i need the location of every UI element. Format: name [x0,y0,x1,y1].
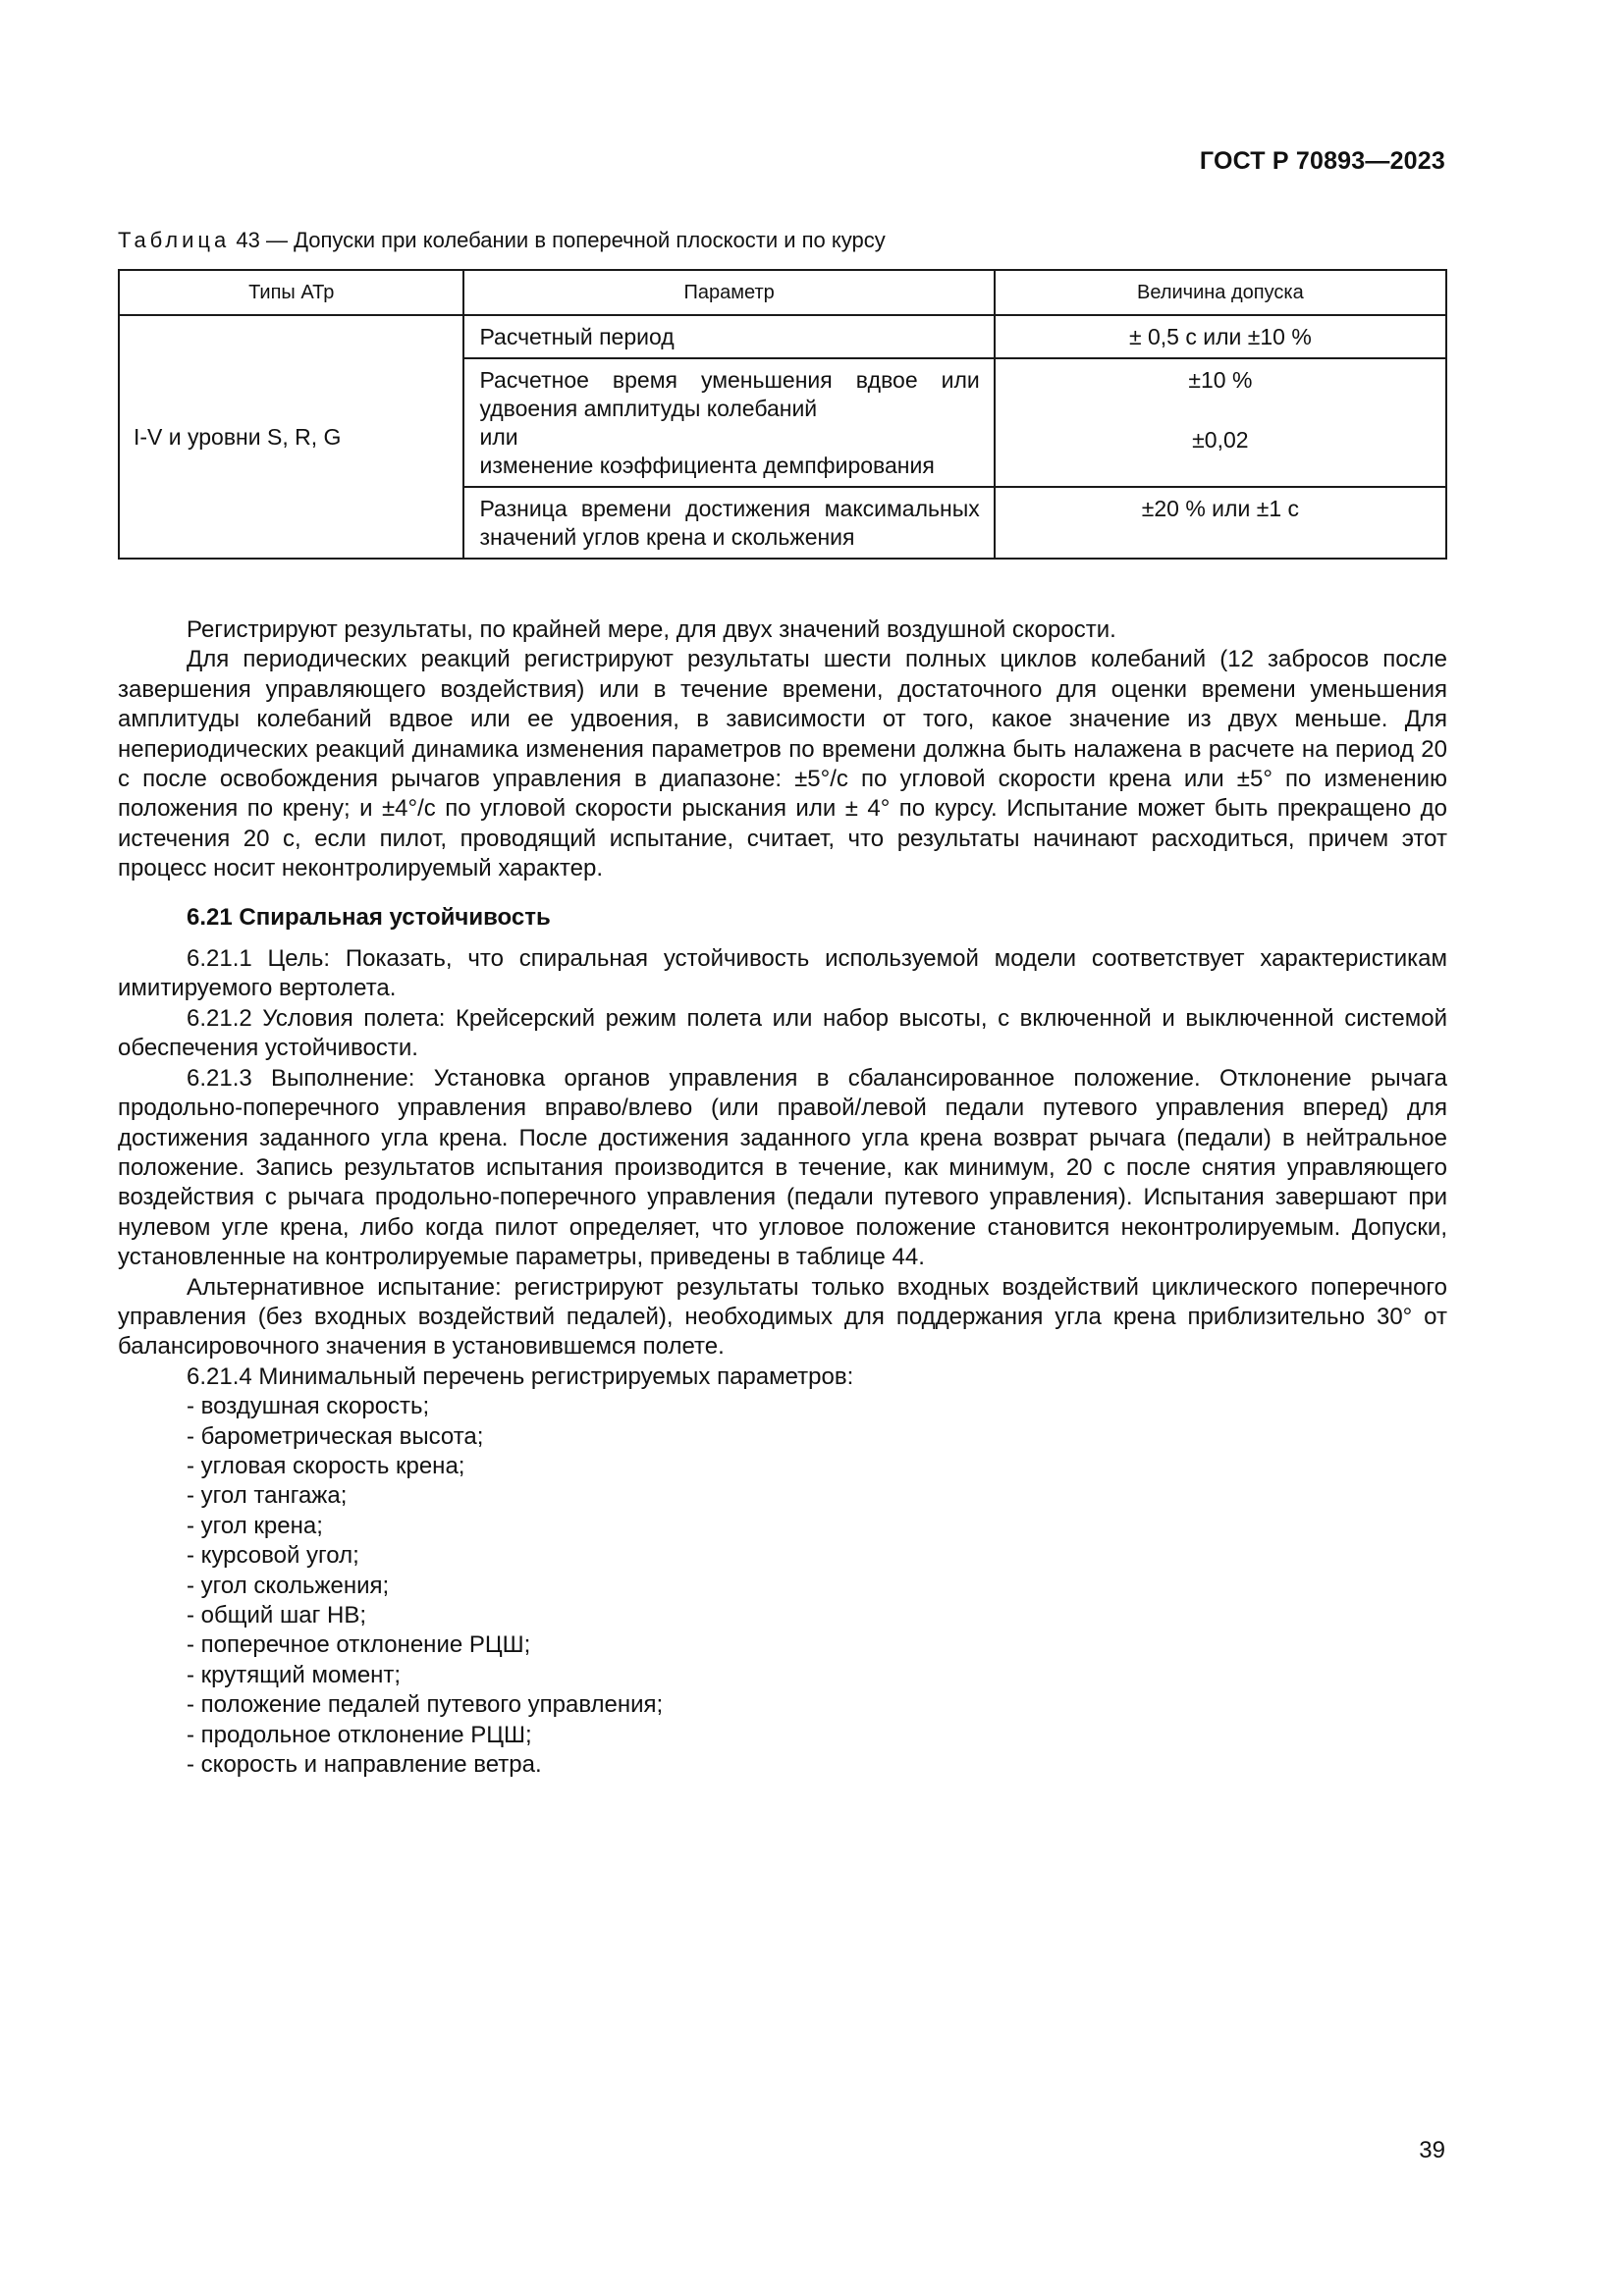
section-heading: 6.21 Спиральная устойчивость [187,903,551,931]
list-item: - продольное отклонение РЦШ; [187,1721,1447,1750]
value-cell [995,315,1446,358]
param-text: Расчетный период [479,324,675,349]
list-item: - барометрическая высота; [187,1422,1447,1452]
paragraph: 6.21.4 Минимальный перечень регистрируемых параметров: [187,1362,854,1390]
param-text: или [479,424,518,450]
list-item: - скорость и направление ветра. [187,1750,1447,1780]
value-cell [995,487,1446,559]
header-parameter: Параметр [463,270,994,315]
list-item: - угол тангажа; [187,1481,1447,1511]
value-text: ± 0,5 с или ±10 % [1128,324,1312,349]
paragraph: Регистрируют результаты, по крайней мере, для двух значений воздушной скорости. [187,616,1116,643]
param-text: Расчетное время уменьшения вдвое или удвоения амплитуды колебаний [479,367,980,421]
list-item: - воздушная скорость; [187,1392,1447,1421]
param-text: изменение коэффициента демпфирования [479,453,935,478]
list-item: - курсовой угол; [187,1541,1447,1571]
paragraph: 6.21.3 Выполнение: Установка органов управления в сбалансированное положение. Отклонение рычага продольно-поперечного управления вправо/влево (или правой/левой педали путевого управления вперед) для достижения заданного угла крена. После достижения заданного угла крена возврат рычага (педали) в нейтральное положение. Запись результатов испытания производится в течение, как минимум, 20 с после снятия управляющего воздействия с рычага продольно-поперечного управления (педали путевого управления). Испытания завершают при нулевом угле крена, либо когда пилот определяет, что угловое положение становится неконтролируемым. Допуски, установленные на контролируемые параметры, приведены в таблице 44. [118,1064,1447,1271]
list-item: - угол скольжения; [187,1572,1447,1601]
paragraph: 6.21.2 Условия полета: Крейсерский режим полета или набор высоты, с включенной и выключенной системой обеспечения устойчивости. [118,1004,1447,1062]
document-code: ГОСТ Р 70893—2023 [1199,147,1445,175]
list-item: - общий шаг НВ; [187,1601,1447,1630]
header-types: Типы АТр [119,270,463,315]
list-item: - поперечное отклонение РЦШ; [187,1630,1447,1660]
parameter-list [118,1392,1447,1780]
value-text: ±10 % [1188,367,1253,393]
page-number: 39 [1419,2137,1445,2163]
paragraph: 6.21.1 Цель: Показать, что спиральная устойчивость используемой модели соответствует характеристикам имитируемого вертолета. [118,945,1447,1002]
param-text: Разница времени достижения максимальных значений углов крена и скольжения [479,496,980,550]
list-item: - угол крена; [187,1512,1447,1541]
table-caption-title: 43 — Допуски при колебании в поперечной плоскости и по курсу [236,228,886,252]
tolerance-table [118,269,1447,560]
paragraph: Для периодических реакций регистрируют результаты шести полных циклов колебаний (12 забросов после завершения управляющего воздействия) или в течение времени, достаточного для оценки времени уменьшения амплитуды колебаний вдвое или ее удвоения, в зависимости от того, какое значение из двух меньше. Для непериодических реакций динамика изменения параметров по времени должна быть налажена в расчете на период 20 с после освобождения рычагов управления в диапазоне: ±5°/с по угловой скорости крена или ±5° по изменению положения по крену; и ±4°/с по угловой скорости рыскания или ± 4° по курсу. Испытание может быть прекращено до истечения 20 с, если пилот, проводящий испытание, считает, что результаты начинают расходиться, причем этот процесс носит неконтролируемый характер. [118,646,1447,882]
param-cell [463,358,994,487]
body-text [118,615,1447,1780]
types-cell: I-V и уровни S, R, G [119,315,463,559]
table-row [119,315,1446,358]
table-caption-word: Таблица [118,228,231,252]
table-header-row [119,270,1446,315]
param-cell [463,315,994,358]
param-cell [463,487,994,559]
list-item: - угловая скорость крена; [187,1452,1447,1481]
value-cell [995,358,1446,487]
header-tolerance: Величина допуска [995,270,1446,315]
paragraph: Альтернативное испытание: регистрируют результаты только входных воздействий циклического поперечного управления (без входных воздействий педалей), необходимых для поддержания угла крена приблизительно 30° от балансировочного значения в установившемся полете. [118,1273,1447,1361]
list-item: - положение педалей путевого управления; [187,1690,1447,1720]
list-item: - крутящий момент; [187,1661,1447,1690]
value-text: ±0,02 [1192,427,1249,453]
value-text: ±20 % или ±1 с [1141,496,1299,521]
table-caption [118,228,886,253]
